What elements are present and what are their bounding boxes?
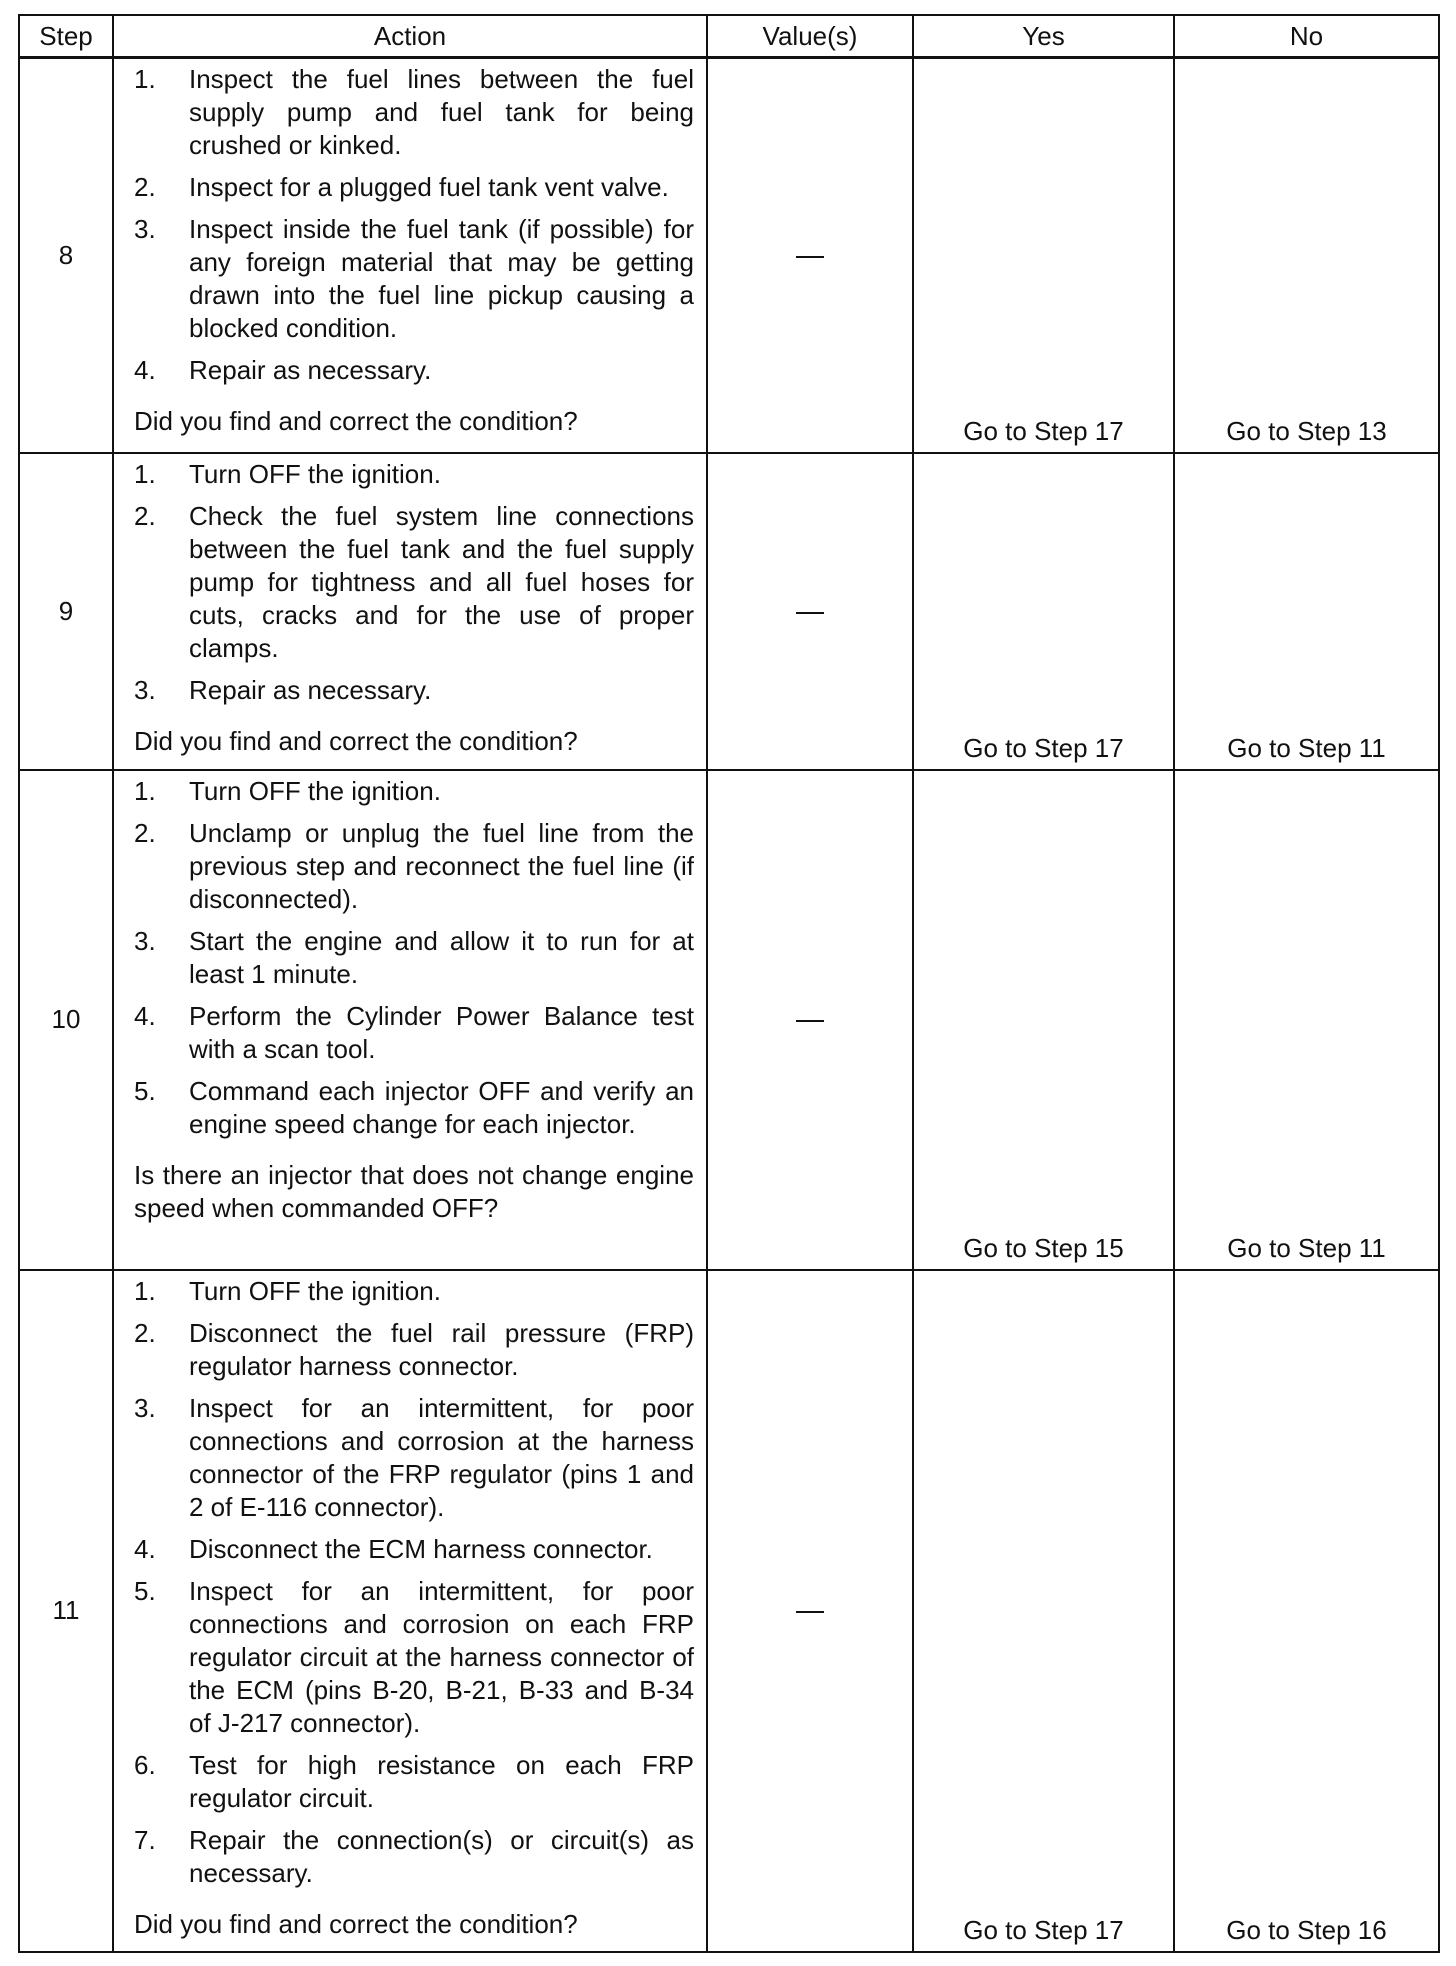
action-step: 3. Inspect inside the fuel tank (if possible) for any foreign material that may be getting drawn into the fuel line pickup causing a blocked condition.: [134, 214, 694, 343]
action-question: Is there an injector that does not change engine speed when commanded OFF?: [134, 1159, 694, 1223]
table-row: [19, 58, 1439, 453]
step-number: 10: [19, 770, 113, 1270]
action-question: Did you find and correct the condition?: [134, 1908, 578, 1939]
column-header-values: Value(s): [707, 15, 913, 58]
step-number: 9: [19, 453, 113, 770]
action-steps-list: [134, 63, 694, 387]
em-dash: [796, 1020, 824, 1022]
action-step: 2. Check the fuel system line connections between the fuel tank and the fuel supply pump for tightness and all fuel hoses for cuts, cracks and for the use of proper clamps.: [134, 500, 694, 663]
step-number: 8: [19, 58, 113, 453]
no-cell: Go to Step 13: [1174, 58, 1439, 453]
column-header-action: Action: [113, 15, 707, 58]
action-cell: [113, 453, 707, 770]
diagnostic-procedure-table: [18, 14, 1440, 1953]
action-step: 4. Perform the Cylinder Power Balance test with a scan tool.: [134, 1000, 694, 1064]
action-step: 7. Repair the connection(s) or circuit(s) as necessary.: [134, 1824, 694, 1888]
no-cell: Go to Step 16: [1174, 1270, 1439, 1952]
table-row: [19, 770, 1439, 1270]
action-steps-list: [134, 458, 694, 707]
action-step: 5. Command each injector OFF and verify an engine speed change for each injector.: [134, 1075, 694, 1139]
yes-cell: Go to Step 17: [913, 1270, 1174, 1952]
column-header-yes: Yes: [913, 15, 1174, 58]
action-cell: [113, 58, 707, 453]
yes-cell: Go to Step 17: [913, 58, 1174, 453]
value-cell: [707, 58, 913, 453]
action-step: 1. Turn OFF the ignition.: [134, 1275, 441, 1306]
action-question: Did you find and correct the condition?: [134, 725, 578, 756]
action-step: 1. Turn OFF the ignition.: [134, 458, 441, 489]
action-step: 3. Repair as necessary.: [134, 674, 432, 705]
action-steps-list: [134, 1275, 694, 1890]
value-cell: [707, 770, 913, 1270]
table-row: [19, 453, 1439, 770]
no-cell: Go to Step 11: [1174, 453, 1439, 770]
em-dash: [796, 256, 824, 258]
action-cell: [113, 770, 707, 1270]
table-row: [19, 1270, 1439, 1952]
action-step: 2. Inspect for a plugged fuel tank vent valve.: [134, 172, 669, 202]
no-cell: Go to Step 11: [1174, 770, 1439, 1270]
action-step: 1. Inspect the fuel lines between the fuel supply pump and fuel tank for being crushed or kinked.: [134, 64, 694, 160]
step-number: 11: [19, 1270, 113, 1952]
table-header-row: [19, 15, 1439, 58]
em-dash: [796, 1611, 824, 1613]
yes-cell: Go to Step 17: [913, 453, 1174, 770]
action-step: 3. Inspect for an intermittent, for poor connections and corrosion at the harness connector of the FRP regulator (pins 1 and 2 of E-116 connector).: [134, 1392, 694, 1522]
action-step: 4. Repair as necessary.: [134, 355, 432, 385]
yes-cell: Go to Step 15: [913, 770, 1174, 1270]
action-cell: [113, 1270, 707, 1952]
action-step: 6. Test for high resistance on each FRP regulator circuit.: [134, 1749, 694, 1813]
action-question: Did you find and correct the condition?: [134, 406, 578, 436]
column-header-step: Step: [19, 15, 113, 58]
action-steps-list: [134, 775, 694, 1141]
action-step: 4. Disconnect the ECM harness connector.: [134, 1533, 653, 1564]
action-step: 3. Start the engine and allow it to run for at least 1 minute.: [134, 925, 694, 989]
em-dash: [796, 612, 824, 614]
action-step: 5. Inspect for an intermittent, for poor connections and corrosion on each FRP regulator circuit at the harness connector of the ECM (pins B-20, B-21, B-33 and B-34 of J-217 connector).: [134, 1575, 694, 1738]
action-step: 2. Unclamp or unplug the fuel line from the previous step and reconnect the fuel line (if disconnected).: [134, 817, 694, 914]
column-header-no: No: [1174, 15, 1439, 58]
action-step: 2. Disconnect the fuel rail pressure (FRP) regulator harness connector.: [134, 1317, 694, 1381]
value-cell: [707, 453, 913, 770]
value-cell: [707, 1270, 913, 1952]
action-step: 1. Turn OFF the ignition.: [134, 775, 441, 806]
